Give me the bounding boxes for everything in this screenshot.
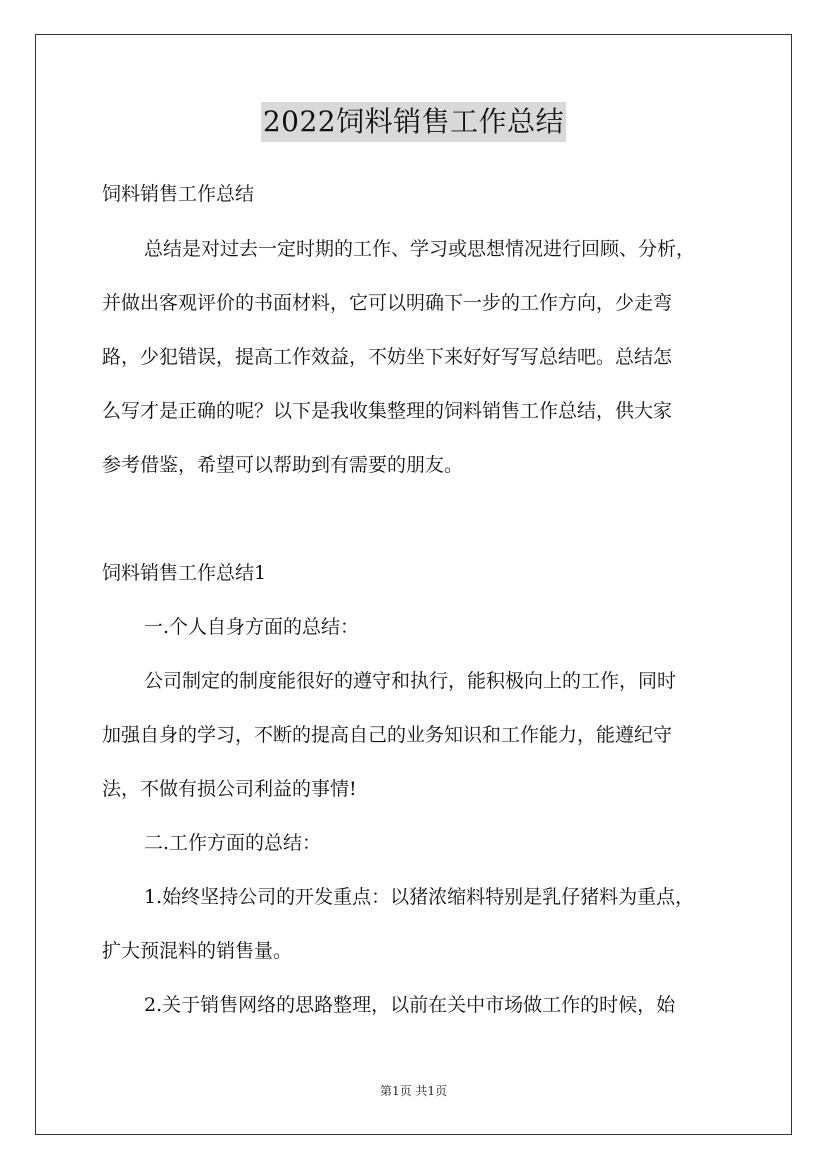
- title-container: [0, 102, 827, 142]
- paragraph-line: 1.始终坚持公司的开发重点：以猪浓缩料特别是乳仔猪料为重点，: [144, 886, 695, 908]
- paragraph-line: 法，不做有损公司利益的事情!: [102, 778, 357, 800]
- paragraph-line: 参考借鉴，希望可以帮助到有需要的朋友。: [102, 454, 464, 476]
- paragraph-line: 路，少犯错误，提高工作效益，不妨坐下来好好写写总结吧。总结怎: [102, 346, 673, 368]
- paragraph-line: 扩大预混料的销售量。: [102, 940, 293, 962]
- paragraph-line: 总结是对过去一定时期的工作、学习或思想情况进行回顾、分析，: [144, 238, 696, 260]
- paragraph-line: 加强自身的学习，不断的提高自己的业务知识和工作能力，能遵纪守: [102, 724, 673, 746]
- paragraph-line: 么写才是正确的呢？以下是我收集整理的饲料销售工作总结，供大家: [102, 400, 673, 422]
- paragraph-line: 2.关于销售网络的思路整理，以前在关中市场做工作的时候，始: [144, 994, 676, 1016]
- subsection-heading: 二.工作方面的总结：: [144, 832, 322, 854]
- page-number: 第1页 共1页: [379, 1084, 448, 1098]
- paragraph-line: 公司制定的制度能很好的遵守和执行，能积极向上的工作，同时: [144, 670, 677, 692]
- subsection-heading: 一.个人自身方面的总结：: [144, 616, 360, 638]
- paragraph-line: 并做出客观评价的书面材料，它可以明确下一步的工作方向，少走弯: [102, 292, 673, 314]
- section-heading: 饲料销售工作总结: [102, 183, 255, 205]
- document-title: 2022饲料销售工作总结: [261, 102, 566, 142]
- section-heading: 饲料销售工作总结1: [102, 562, 267, 584]
